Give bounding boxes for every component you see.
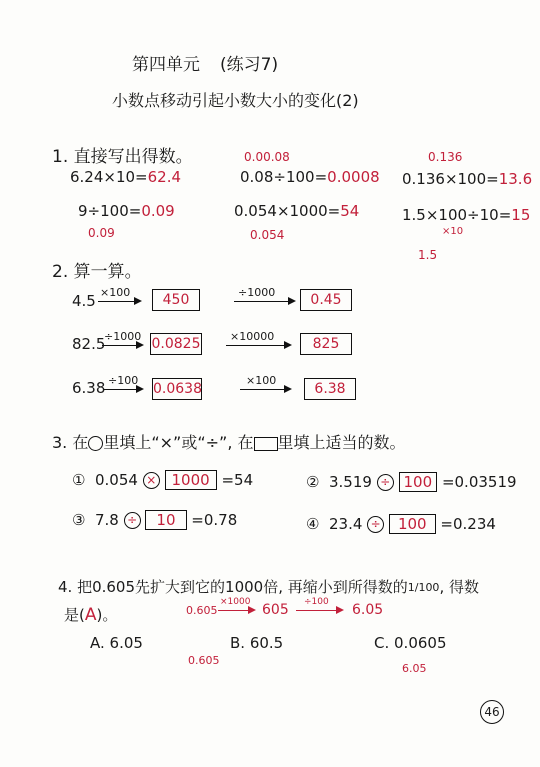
q1-note-5: 0.054 [250, 228, 285, 242]
q2-row3-op2: ×100 [246, 374, 277, 387]
q1-note-4: 0.09 [88, 226, 115, 240]
circle-blank-icon [88, 436, 103, 451]
q2-row2-arrow1 [102, 345, 142, 346]
q4-work-c: 6.05 [352, 602, 384, 618]
q4-option-a-note: 0.605 [188, 654, 220, 667]
page-subtitle: 小数点移动引起小数大小的变化(2) [112, 91, 359, 110]
q4-answer: A [84, 605, 97, 625]
q2-row1-box1: 450 [152, 289, 200, 311]
q1-item-3: 0.136×100=13.6 [402, 170, 533, 188]
q2-row2-arrow2 [226, 345, 290, 346]
q2-row2-box2: 825 [300, 333, 352, 355]
q3-item-4: ④ 23.4 ÷ 100 =0.234 [306, 515, 496, 533]
q2-row3-start: 6.38 [72, 379, 106, 397]
q2-row1-op2: ÷1000 [238, 286, 276, 299]
q1-item-6: 1.5×100÷10=15 [402, 206, 531, 224]
q3-op-circle-2: ÷ [377, 474, 394, 491]
q4-work-a: 0.605 [186, 604, 218, 617]
unit-title: 第四单元 [132, 55, 200, 75]
q4-work-op2: ÷100 [304, 597, 329, 607]
q1-note-2: 0.00.08 [244, 150, 290, 164]
q2-row2-box1: 0.0825 [150, 333, 202, 355]
q4-fraction: 1/100 [407, 580, 440, 594]
q1-item-1: 6.24×10=62.4 [70, 168, 182, 186]
q2-row2-op2: ×10000 [230, 330, 275, 343]
q1-item-4: 9÷100=0.09 [78, 202, 175, 220]
q2-row3-box2: 6.38 [304, 378, 356, 400]
q4-line1: 4. 把0.605先扩大到它的1000倍, 再缩小到所得数的1/100, 得数 [58, 578, 479, 596]
q2-title: 2. 算一算。 [52, 262, 142, 282]
q3-op-circle-3: ÷ [124, 512, 141, 529]
q1-item-2: 0.08÷100=0.0008 [240, 168, 380, 186]
q4-line2: 是(A)。 [64, 605, 118, 625]
q3-item-2: ② 3.519 ÷ 100 =0.03519 [306, 473, 517, 491]
q4-work-arrow2 [296, 610, 342, 611]
q2-row1-arrow1 [98, 301, 140, 302]
q1-title: 1. 直接写出得数。 [52, 147, 193, 167]
q2-row1-op1: ×100 [100, 286, 131, 299]
q3-box-4: 100 [389, 514, 436, 534]
q2-row3-op1: ÷100 [108, 374, 139, 387]
q1-item-5: 0.054×1000=54 [234, 202, 360, 220]
q3-op-circle-1: × [143, 472, 160, 489]
q4-work-b: 605 [262, 602, 289, 618]
q4-option-c: C. 0.0605 [374, 634, 447, 652]
q4-option-a: A. 6.05 [90, 634, 143, 652]
q2-row1-start: 4.5 [72, 292, 96, 310]
practice-label: (练习7) [220, 55, 279, 75]
q3-item-3: ③ 7.8 ÷ 10 =0.78 [72, 511, 238, 529]
q4-work-op1: ×1000 [220, 597, 251, 607]
q3-box-2: 100 [399, 472, 438, 492]
q2-row1-arrow2 [234, 301, 294, 302]
box-blank-icon [254, 437, 278, 451]
q2-row2-start: 82.5 [72, 335, 106, 353]
q3-title: 3. 在 里填上“×”或“÷”, 在 里填上适当的数。 [52, 433, 406, 452]
q4-option-c-note: 6.05 [402, 662, 427, 675]
q1-note-6: ×10 [442, 226, 464, 237]
q2-row3-arrow1 [104, 389, 142, 390]
q1-note-6b: 1.5 [418, 248, 438, 262]
q3-op-circle-4: ÷ [367, 516, 384, 533]
q2-row1-box2: 0.45 [300, 289, 352, 311]
q2-row2-op1: ÷1000 [104, 330, 142, 343]
q3-box-3: 10 [145, 510, 186, 530]
q4-work-arrow1 [218, 610, 254, 611]
q1-note-3: 0.136 [428, 150, 463, 164]
page-number: 46 [480, 700, 504, 724]
q2-row3-box1: 0.0638 [152, 378, 202, 400]
q3-box-1: 1000 [165, 470, 217, 490]
q4-option-b: B. 60.5 [230, 634, 284, 652]
q3-item-1: ① 0.054 × 1000 =54 [72, 471, 254, 489]
q2-row3-arrow2 [240, 389, 290, 390]
